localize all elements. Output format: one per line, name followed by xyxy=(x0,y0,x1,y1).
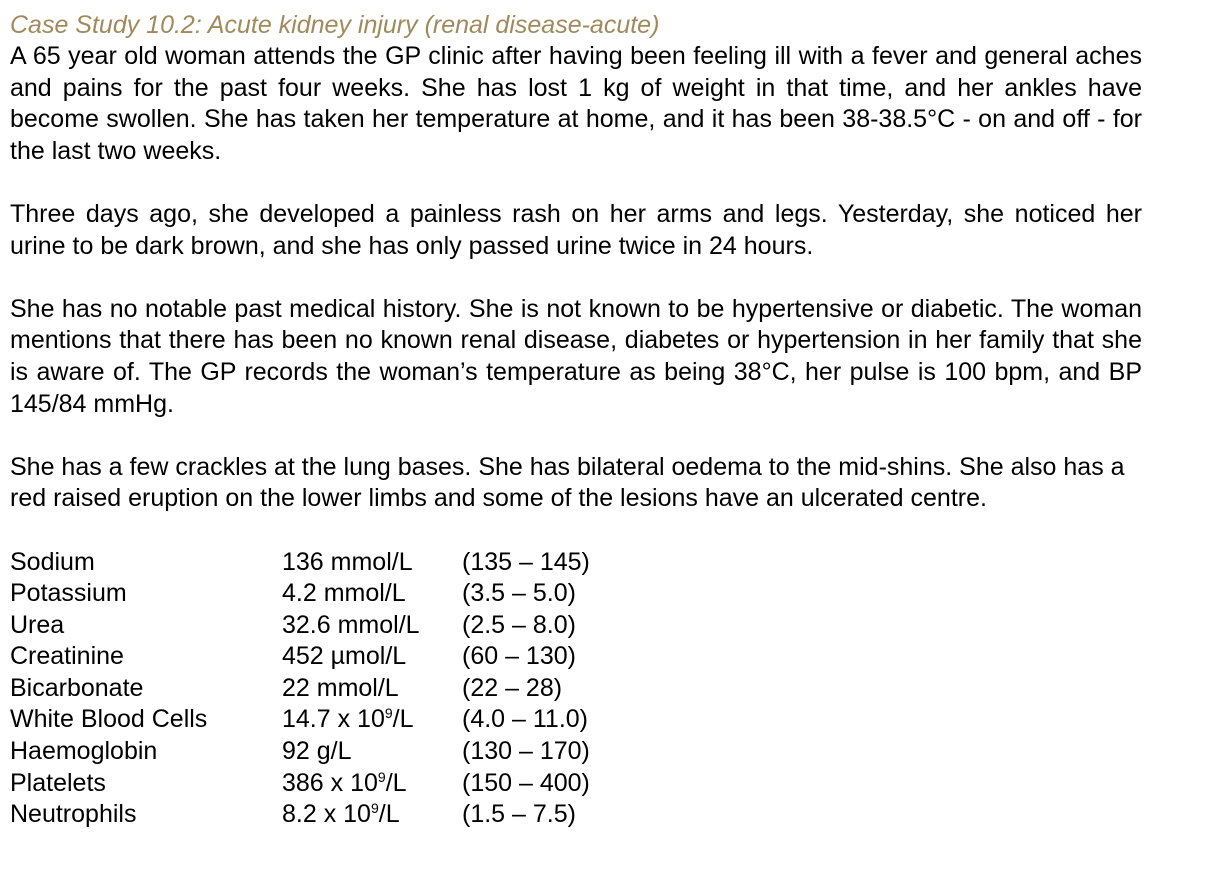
lab-row xyxy=(10,736,590,768)
paragraph-history: She has no notable past medical history. She is not known to be hypertensive or diabetic. The woman mentions that there has been no known renal disease, diabetes or hypertension in her family that she is aware of. The GP records the woman’s temperature as being 38°C, her pulse is 100 bpm, and BP 145/84 mmHg. xyxy=(10,294,1142,418)
paragraph-symptoms: Three days ago, she developed a painless rash on her arms and legs. Yesterday, she noticed her urine to be dark brown, and she has only passed urine twice in 24 hours. xyxy=(10,199,1142,260)
lab-value: 4.2 mmol/L xyxy=(282,579,406,608)
lab-value xyxy=(282,704,462,736)
lab-row xyxy=(10,704,590,736)
lab-value-base: 386 x 10 xyxy=(282,768,378,797)
lab-row xyxy=(10,610,590,642)
lab-name: Potassium xyxy=(10,579,127,608)
lab-value-unit: /L xyxy=(378,800,400,829)
lab-name: Bicarbonate xyxy=(10,673,144,702)
lab-range: (22 – 28) xyxy=(462,673,563,702)
lab-value xyxy=(282,768,462,800)
lab-value-unit: /L xyxy=(392,705,414,734)
lab-name: Urea xyxy=(10,610,65,639)
lab-row xyxy=(10,641,590,673)
lab-range: (135 – 145) xyxy=(462,547,590,576)
lab-value-exponent: 9 xyxy=(370,800,379,817)
lab-value: 92 g/L xyxy=(282,737,352,766)
lab-value: 452 µmol/L xyxy=(282,642,407,671)
lab-value: 22 mmol/L xyxy=(282,673,399,702)
paragraph-presentation: A 65 year old woman attends the GP clinic after having been feeling ill with a fever and general aches and pains for the past four weeks. She has lost 1 kg of weight in that time, and her ankles have become swollen. She has taken her temperature at home, and it has been 38-38.5°C - on and off - for the last two weeks. xyxy=(10,42,1142,165)
lab-row xyxy=(10,578,590,610)
lab-range: (60 – 130) xyxy=(462,642,576,671)
lab-value-exponent: 9 xyxy=(377,768,386,785)
lab-value: 136 mmol/L xyxy=(282,547,413,576)
lab-value: 32.6 mmol/L xyxy=(282,610,420,639)
lab-range: (130 – 170) xyxy=(462,737,590,766)
lab-name: Platelets xyxy=(10,768,106,797)
lab-value-base: 14.7 x 10 xyxy=(282,705,385,734)
lab-value xyxy=(282,799,462,831)
lab-row xyxy=(10,799,590,831)
document-page xyxy=(10,10,1142,831)
lab-name: White Blood Cells xyxy=(10,705,208,734)
lab-range: (4.0 – 11.0) xyxy=(462,705,589,734)
lab-name: Sodium xyxy=(10,547,95,576)
paragraph-examination: She has a few crackles at the lung bases. She has bilateral oedema to the mid-shins. She also has a red raised eruption on the lower limbs and some of the lesions have an ulcerated centre. xyxy=(10,452,1125,513)
lab-name: Creatinine xyxy=(10,642,124,671)
lab-value-unit: /L xyxy=(385,768,407,797)
lab-value-base: 8.2 x 10 xyxy=(282,800,371,829)
lab-name: Haemoglobin xyxy=(10,737,158,766)
lab-row xyxy=(10,547,590,579)
lab-range: (3.5 – 5.0) xyxy=(462,579,576,608)
lab-range: (150 – 400) xyxy=(462,768,590,797)
lab-range: (1.5 – 7.5) xyxy=(462,800,576,829)
lab-row xyxy=(10,673,590,705)
lab-row xyxy=(10,768,590,800)
case-study-title: Case Study 10.2: Acute kidney injury (renal disease-acute) xyxy=(10,11,660,39)
lab-range: (2.5 – 8.0) xyxy=(462,610,576,639)
lab-name: Neutrophils xyxy=(10,800,137,829)
lab-results-table xyxy=(10,547,590,831)
lab-value-exponent: 9 xyxy=(384,705,393,722)
